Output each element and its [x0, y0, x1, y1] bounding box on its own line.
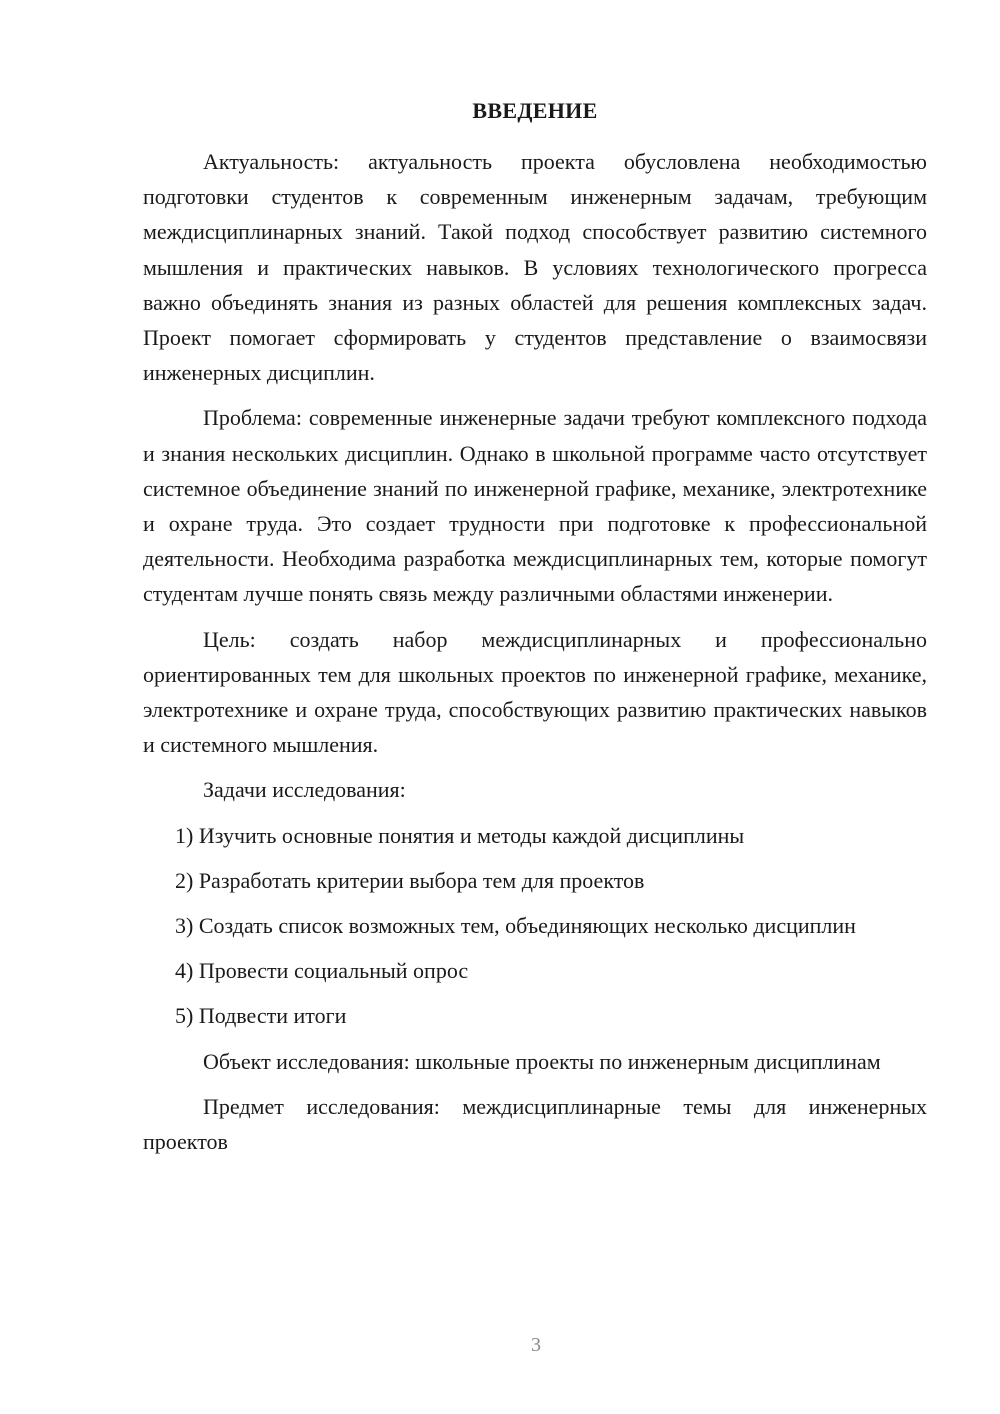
- task-item-4: 4) Провести социальный опрос: [175, 958, 469, 984]
- task-item-5: 5) Подвести итоги: [175, 1003, 347, 1029]
- task-item-1: 1) Изучить основные понятия и методы каждой дисциплины: [175, 822, 745, 848]
- page-number: 3: [531, 1334, 541, 1356]
- problem-paragraph: Проблема: современные инженерные задачи требуют комплексного подхода и знания нескольких дисциплин. Однако в школьной программе часто отсутствует системное объединение знаний по инженерной графике, механике, электротехнике и охране труда. Это создает трудности при подготовке к профессиональной деятельности. Необходима разработка междисциплинарных тем, которые помогут студентам лучше понять связь между различными областями инженерии.: [143, 405, 927, 607]
- task-item-2: 2) Разработать критерии выбора тем для проектов: [175, 867, 645, 893]
- subject-paragraph: Предмет исследования: междисциплинарные темы для инженерных проектов: [143, 1093, 927, 1155]
- relevance-paragraph: Актуальность: актуальность проекта обусловлена необходимостью подготовки студентов к современным инженерным задачам, требующим междисциплинарных знаний. Такой подход способствует развитию системного мышления и практических навыков. В условиях технологического прогресса важно объединять знания из разных областей для решения комплексных задач. Проект помогает сформировать у студентов представление о взаимосвязи инженерных дисциплин.: [143, 149, 927, 386]
- object-paragraph: Объект исследования: школьные проекты по инженерным дисциплинам: [203, 1048, 881, 1074]
- document-page: [143, 95, 927, 1169]
- section-title: ВВЕДЕНИЕ: [472, 98, 598, 123]
- goal-paragraph: Цель: создать набор междисциплинарных и профессионально ориентированных тем для школьных проектов по инженерной графике, механике, электротехнике и охране труда, способствующих развитию практических навыков и системного мышления.: [143, 626, 927, 758]
- tasks-heading: Задачи исследования:: [203, 777, 406, 803]
- task-item-3: 3) Создать список возможных тем, объединяющих несколько дисциплин: [175, 913, 856, 939]
